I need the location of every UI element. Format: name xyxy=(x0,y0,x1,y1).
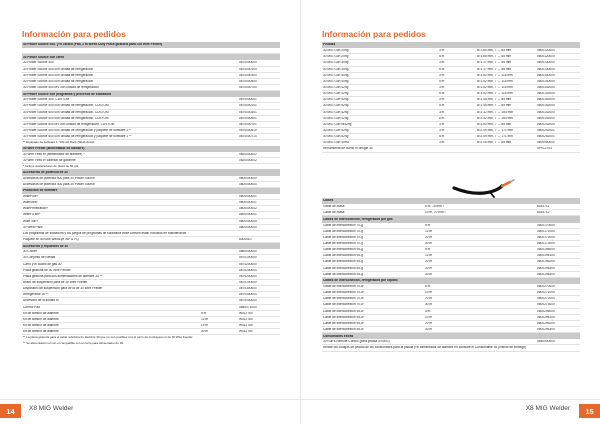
table-cell: 3 m xyxy=(439,73,445,77)
table-cell: 30 Power Source 400 con unidad de refrigeración y paquete de software 1 ** xyxy=(23,128,132,132)
table-cell: 30 Power Source 400 con unidad de refrigeración xyxy=(23,79,94,83)
table-cell: Kit de tambor de alambre xyxy=(23,311,59,315)
table-cell: 30 MIG Gun 52ng xyxy=(323,98,349,102)
table-cell: 5 m xyxy=(201,311,207,315)
table-cell: 0870000001 xyxy=(239,98,257,102)
table-cell: 6000010 xyxy=(239,237,252,241)
table-row xyxy=(322,345,580,351)
table-cell: Cable de interconexión 95-g xyxy=(323,260,363,264)
table-cell: 0600171000 xyxy=(537,229,555,233)
table-cell: 6184711 xyxy=(537,205,550,209)
table-cell: 20 m xyxy=(425,235,433,239)
table-cell: a≈1.45 mm, 7 ↔ 85 mm xyxy=(477,104,512,108)
table-cell: 30 Wire Feeder (alimentador de alambre) xyxy=(23,147,85,151)
table-cell: 0870200000 xyxy=(239,274,257,278)
footer-brand: X8 MIG Welder xyxy=(29,405,74,412)
table-cell: Pistolas xyxy=(323,43,336,47)
table-row xyxy=(22,341,280,346)
table-cell: 0840000000 xyxy=(537,340,555,344)
table-cell: 30 MIG Gun W42ng xyxy=(323,122,352,126)
table-cell: Kit de tambor de alambre xyxy=(23,323,59,327)
table-cell: Cable de interconexión 95-w xyxy=(323,321,364,325)
table-cell: 30 Power Source 400, CUSTOM xyxy=(23,98,70,102)
table-cell: a≈1.17 mm, 7 ↔ 85 mm xyxy=(477,61,512,65)
table-cell: 0600295200 xyxy=(537,321,555,325)
table-cell: 0870000701 xyxy=(239,122,257,126)
table-cell: Refrigerador 30 ** xyxy=(23,293,49,297)
table-cell: ** Se alimentación el con el compatible con el carro para alimentador de 30. xyxy=(23,341,124,345)
table-cell: 0600295000 xyxy=(537,309,555,313)
table-cell: Cables de interconexión, refrigerados por líquido xyxy=(323,279,398,283)
table-cell: Cable de interconexión 95-g xyxy=(323,248,363,252)
table-cell: 30 Power Source incl. y el cartón (Pad, 2 M Wired Duty Placa giratoria para 3 M Wire Feeder) xyxy=(23,43,163,47)
table-cell: Accesorio de la soldad M xyxy=(23,299,59,303)
table-cell: 30 m xyxy=(201,330,209,334)
table-cell: 0600140000 xyxy=(537,73,555,77)
table-cell: 0600195000 xyxy=(537,248,555,252)
table-cell: 0600142000 xyxy=(537,85,555,89)
page-title: Información para pedidos xyxy=(22,29,126,39)
table-cell: 0600252001 xyxy=(537,135,555,139)
table-cell: Cable de masa xyxy=(323,211,345,215)
table-cell: 20 m xyxy=(425,260,433,264)
table-cell: 0600271000 xyxy=(537,291,555,295)
table-cell: 30 Weld Pack xyxy=(23,225,43,229)
table-cell: 5 m xyxy=(439,104,445,108)
table-cell: 0800000000 xyxy=(239,225,257,229)
table-cell: Cable de masa xyxy=(323,205,345,209)
table-cell: 0600142000 xyxy=(537,110,555,114)
table-cell: 30 Power Source 500 con unidad de refrigeración y paquete de software 1 ** xyxy=(23,135,132,139)
table-cell: Cable de interconexión 70-w xyxy=(323,303,364,307)
table-cell: 0600242000 xyxy=(537,122,555,126)
table-cell: 0600295100 xyxy=(537,315,555,319)
table-cell: Cable de interconexión 70-g xyxy=(323,223,363,227)
table-cell: 0600173000 xyxy=(537,241,555,245)
table-cell: 30 Conjunto de ruedas xyxy=(23,256,56,260)
table-cell: 30 MIG Gun 20ng xyxy=(323,55,349,59)
table-cell: Control Pad xyxy=(23,305,40,309)
table-cell: 5 m xyxy=(439,67,445,71)
table-cell: 30 Wire Feed er (alimentador de alambre) * xyxy=(23,152,85,156)
table-cell: 0600120000 xyxy=(537,49,555,53)
table-cell: 30 MIG Gun 52ng xyxy=(323,128,349,132)
table-cell: 0800000000 xyxy=(239,182,257,186)
table-cell: 0800000002 xyxy=(239,207,257,211)
table-cell: Placa giratoria de 30 Wire Feeder xyxy=(23,268,71,272)
table-cell: 10 m xyxy=(425,315,433,319)
table-cell: 0870300000 xyxy=(239,287,257,291)
table-cell: 30 Power Source 400 con unidad de refrigeración xyxy=(23,67,94,71)
page-number: 15 xyxy=(579,404,600,418)
table-cell: 3 m xyxy=(439,49,445,53)
table-cell: 30 MIG Gun 40ng xyxy=(323,79,349,83)
table-cell: Productos de software xyxy=(23,189,58,193)
table-cell: Cables xyxy=(323,199,334,203)
table-cell: Consumibles extras xyxy=(323,334,354,338)
table-cell: W012760 xyxy=(239,323,253,327)
table-cell: W012760 xyxy=(239,317,253,321)
table-cell: 0600050000 xyxy=(537,141,555,145)
table-cell: WiseSteel xyxy=(23,201,38,205)
table-cell: Cable de interconexión 95-w xyxy=(323,315,364,319)
table-cell: WiseFu sin+ xyxy=(23,213,41,217)
table-cell: 10 m xyxy=(201,317,209,321)
guns-table xyxy=(322,42,580,153)
table-cell: 0870000000 xyxy=(239,293,257,297)
table-cell: Accesorios de potencia 400 para 30 Power Source xyxy=(23,182,95,186)
table-cell: 0870000700 xyxy=(239,85,257,89)
table-cell: Placa giratoria para dos alimentadores de alambre 30 ** xyxy=(23,274,103,278)
table-cell: 0870000101 xyxy=(239,104,257,108)
table-cell: a≈1.85 mm, 7 ↔ 85 mm xyxy=(477,55,512,59)
table-cell: Cable de interconexión 70-g xyxy=(323,235,363,239)
table-cell: 0600140000 xyxy=(537,79,555,83)
table-cell: 0600142000 xyxy=(537,116,555,120)
table-cell: Cables de interconexión, refrigerados por gas xyxy=(323,217,393,221)
table-cell: 0870000510 xyxy=(239,128,257,132)
table-cell: 0600195100 xyxy=(537,254,555,258)
table-cell: 0600295300 xyxy=(537,327,555,331)
table-cell: 0600273000 xyxy=(537,303,555,307)
table-cell: 0870100000 xyxy=(239,256,257,260)
table-cell: Revise los códigos de pedido de los consumibles para la pistola y el alimentador de alambre en consulte el Consumable 30 (Infinito de Renegy) xyxy=(323,346,526,350)
table-cell: 0800000000 xyxy=(239,176,257,180)
table-cell: 30 MIG Gun 52ng xyxy=(323,135,349,139)
table-cell: a≈1.52 mm, 7 ↔ 115 mm xyxy=(477,85,513,89)
table-cell: 30 Power Source 400 MV con unidad de refrigeración xyxy=(23,85,99,89)
table-cell: 30 MIG Gun 30ng xyxy=(323,61,349,65)
table-cell: 0870200000 xyxy=(239,280,257,284)
table-cell: 30 m xyxy=(425,272,433,276)
table-cell: 5 m xyxy=(439,55,445,59)
table-cell: 0870000301 xyxy=(239,110,257,114)
table-cell: 15 m xyxy=(201,323,209,327)
table-cell: 5 m, 70 mm ² xyxy=(425,205,444,209)
table-cell: a≈2.32 mm, 7 ↔ 184 mm xyxy=(477,116,513,120)
table-cell: W012760 xyxy=(239,311,253,315)
table-cell: 0600142000 xyxy=(537,92,555,96)
table-cell: Cable de interconexión 95-w xyxy=(323,309,364,313)
table-cell: WisePuls+ xyxy=(23,194,39,198)
table-cell: 3 m xyxy=(439,110,445,114)
table-cell: a≈1.45 mm, 7 ↔ 85 mm xyxy=(477,98,512,102)
table-row xyxy=(322,146,580,152)
table-cell: a≈1.52 mm, 7 ↔ 115 mm xyxy=(477,73,513,77)
table-cell: Cable de interconexión 95-w xyxy=(323,327,364,331)
table-cell: 3 m xyxy=(439,128,445,132)
table-cell: 30 Power Source 500 MV con unidad de refrigeración, CUSTOM xyxy=(23,122,115,126)
table-cell: 30 Power Source con carro xyxy=(23,55,65,59)
table-cell: 0600120000 xyxy=(537,55,555,59)
table-cell: 5 m xyxy=(439,92,445,96)
table-cell: SP012703 xyxy=(537,147,552,151)
table-cell: 0820000002 xyxy=(239,158,257,162)
table-cell: 5 m xyxy=(439,116,445,120)
footer-brand: X8 MIG Welder xyxy=(525,405,570,412)
table-cell: 30 m xyxy=(425,241,433,245)
table-cell: 0600152000 xyxy=(537,98,555,102)
table-cell: 20 m xyxy=(425,297,433,301)
table-cell: 30 MIG Gun 20ng xyxy=(323,49,349,53)
table-cell: 30 Power Source 400 xyxy=(23,61,54,65)
table-cell: 0870000500 xyxy=(239,79,257,83)
table-cell: 30 Power Source 500 con unidad de refrigeración, CUSTOM xyxy=(23,110,109,114)
table-cell: 0870000000 xyxy=(239,61,257,65)
table-cell: a≈2.05 mm, 7 ↔ 85 mm xyxy=(477,141,512,145)
table-cell: 0600130000 xyxy=(537,67,555,71)
table-cell: 0860000000 xyxy=(239,250,257,254)
table-cell: a≈2.49 mm, 7 ↔ 171 mm xyxy=(477,128,513,132)
table-cell: 0820000002 xyxy=(239,152,257,156)
table-cell: 10 m xyxy=(425,229,433,233)
table-cell: 0870200000 xyxy=(239,262,257,266)
table-cell: Cable de interconexión 95-g xyxy=(323,272,363,276)
table-cell: Cable de interconexión 70-g xyxy=(323,241,363,245)
mig-gun-illustration xyxy=(450,174,516,198)
table-cell: ** La placa giratoria para el cable rebobina de alambre 30 que no son posibles con el carro de contrapeso el de 30 Wire Feeder. xyxy=(23,336,194,340)
table-cell: W012760 xyxy=(239,330,253,334)
table-cell: 0600252001 xyxy=(537,128,555,132)
table-cell: Cable de interconexión 70-w xyxy=(323,284,364,288)
table-cell: 30 MIG Gun 40mx xyxy=(323,141,350,145)
table-cell: 5 m xyxy=(425,223,431,227)
table-cell: 0600172000 xyxy=(537,235,555,239)
table-cell: a≈1.85 mm, 7 ↔ 85 mm xyxy=(477,49,512,53)
table-cell: 6184712 xyxy=(537,211,550,215)
table-cell: a≈1.17 mm, 7 ↔ 85 mm xyxy=(477,67,512,71)
table-cell: 30 Power Source 400 con unidad de refrigeración, CUSTOM xyxy=(23,116,109,120)
ordering-table-left xyxy=(22,42,280,346)
table-cell: 0600195200 xyxy=(537,260,555,264)
table-cell: a≈1.52 mm, 7 ↔ 115 mm xyxy=(477,79,513,83)
table-cell: 3 m xyxy=(439,141,445,145)
table-cell: 0870000710 xyxy=(239,135,257,139)
table-cell: 5 m xyxy=(439,79,445,83)
table-cell: 30 MIG Gun 42ng xyxy=(323,116,349,120)
table-cell: Brazo de suspensión para de 30 Wire Feeder xyxy=(23,280,88,284)
table-cell: 0870000100 xyxy=(239,67,257,71)
table-cell: 0600195300 xyxy=(537,266,555,270)
table-cell: 0870000300 xyxy=(239,73,257,77)
table-cell: ** Equipado de software 1: SW-vid Rock (Weld-Assist xyxy=(23,141,95,145)
table-cell: 20 m xyxy=(425,321,433,325)
table-cell: a≈1.52 mm, 7 ↔ 85 mm xyxy=(477,122,512,126)
table-cell: a≈1.52 mm, 7 ↔ 115 mm xyxy=(477,92,513,96)
table-cell: Herramienta de cuello m orlogie 30 xyxy=(323,147,373,151)
table-cell: 0600272000 xyxy=(537,297,555,301)
table-cell: 10 m xyxy=(425,254,433,258)
table-cell: 30 MIG Gun 52ng xyxy=(323,104,349,108)
table-cell: Accesorios y repuestos de 30 xyxy=(23,244,69,248)
table-cell: 30 Cooler xyxy=(23,250,37,254)
table-cell: a≈2.49 mm, 7 ↔ 171 mm xyxy=(477,135,513,139)
table-cell: 0600152000 xyxy=(537,104,555,108)
table-cell: 0600170000 xyxy=(537,223,555,227)
table-cell: 0800000001 xyxy=(239,213,257,217)
table-cell: 5 m xyxy=(425,248,431,252)
table-cell: 30 m xyxy=(425,327,433,331)
table-cell: Accesorios de potencia 500 para 30 Power Source xyxy=(23,176,95,180)
table-cell: Cable de interconexión 95-g xyxy=(323,266,363,270)
table-cell: WiseThin+ xyxy=(23,219,39,223)
table-cell: 10 m, 70 mm ² xyxy=(425,211,446,215)
table-cell: 30 MIG Gun 42ng xyxy=(323,92,349,96)
table-cell: Cable de interconexión 95-g xyxy=(323,254,363,258)
table-cell: 5 m xyxy=(425,284,431,288)
table-cell: 5 m xyxy=(439,135,445,139)
table-cell: 3 m xyxy=(439,61,445,65)
table-cell: 3 m xyxy=(439,98,445,102)
table-cell: 0870000000 xyxy=(239,299,257,303)
table-cell: 30 Power Source 500 con unidad de refrigeración xyxy=(23,73,94,77)
table-cell: 0840071000 xyxy=(239,305,257,309)
table-cell: Kit de tambor de alambre xyxy=(23,330,59,334)
table-cell: Cable de interconexión 70-w xyxy=(323,297,364,301)
table-cell: 0870000501 xyxy=(239,116,257,120)
table-cell: 30 Power Source con programas y procesos de soldadura xyxy=(23,92,112,96)
table-cell: 30 Wire Feed er calentar de gabinete xyxy=(23,158,76,162)
right-page xyxy=(300,0,600,424)
table-cell: 0800000001 xyxy=(239,194,257,198)
table-cell: 3 m xyxy=(439,122,445,126)
table-cell: Los programas de soldadura y los juegos de programas de soldadura Wise Deliveri están incluidos en Maintenance. xyxy=(23,231,188,235)
table-cell: 3 m xyxy=(439,85,445,89)
table-cell: 0600270000 xyxy=(537,284,555,288)
table-cell: 0800000005 xyxy=(239,219,257,223)
table-cell: a≈2.32 mm, 7 ↔ 184 mm xyxy=(477,110,513,114)
table-cell: 5 m xyxy=(425,309,431,313)
table-cell: Dispositivo de suspensión para de la de 30 Wire Feeder xyxy=(23,287,103,291)
table-cell: Carro y el cuatro de gas 30 xyxy=(23,262,62,266)
table-cell: Cable de interconexión 70-g xyxy=(323,229,363,233)
table-cell: 30 m xyxy=(425,266,433,270)
table-cell: 30 MIG Gun 40ng xyxy=(323,73,349,77)
table-cell: 30 Run's Remote Control (para pistola 30 MIG) xyxy=(323,340,390,344)
table-cell: * Incluye aceleradores de placa de 50 grit xyxy=(23,165,79,169)
table-cell: 30 MIG Gun 42ng xyxy=(323,85,349,89)
table-cell: 0600195300 xyxy=(537,272,555,276)
table-cell: 0870200000 xyxy=(239,268,257,272)
page-title: Información para pedidos xyxy=(322,29,426,39)
table-cell: 30 MIG Gun 42ng xyxy=(323,110,349,114)
page-number: 14 xyxy=(0,404,21,418)
table-cell: 30 Power Source 400 con unidad de refrigeración, CUSTOM xyxy=(23,104,109,108)
table-cell: Accesorios de potencia de 30 xyxy=(23,170,68,174)
cables-table xyxy=(322,198,580,352)
table-cell: 0600130000 xyxy=(537,61,555,65)
table-cell: 30 MIG Gun 30ng xyxy=(323,67,349,71)
table-cell: 30 m xyxy=(425,303,433,307)
table-cell: 10 m xyxy=(425,291,433,295)
table-cell: 0800000001 xyxy=(239,201,257,205)
table-cell: WisePenetration+ xyxy=(23,207,49,211)
table-cell: Cable de interconexión 70-w xyxy=(323,291,364,295)
table-cell: Kit de tambor de alambre xyxy=(23,317,59,321)
table-cell: Paquete en la nube WeldEye WP & PQ xyxy=(23,237,79,241)
